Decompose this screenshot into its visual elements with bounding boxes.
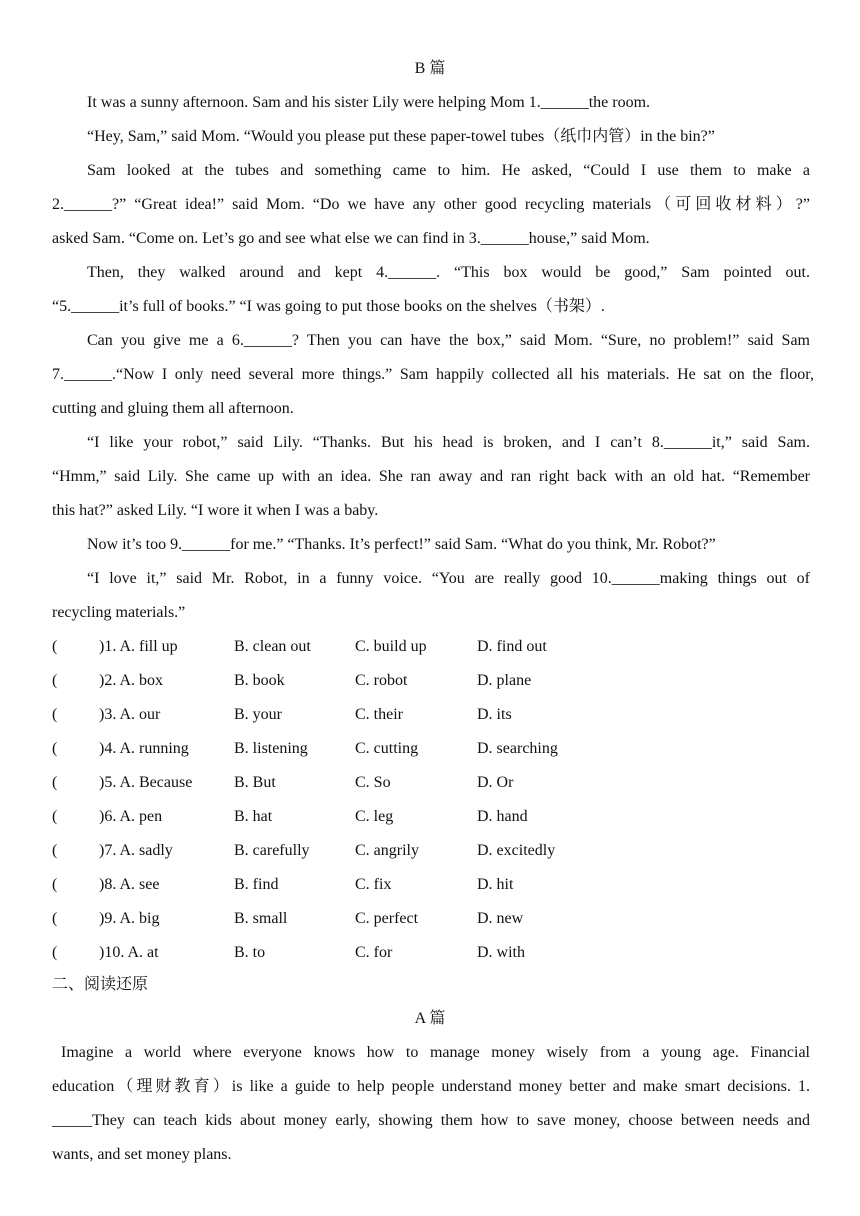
option-row-1 bbox=[52, 630, 810, 664]
paragraph-8-line-1: “I love it,” said Mr. Robot, in a funny voice. “You are really good 10.______making things out of bbox=[87, 570, 810, 587]
answer-blank-paren[interactable]: ( bbox=[52, 876, 58, 893]
option-a: )6. A. pen bbox=[99, 808, 163, 825]
option-row-2 bbox=[52, 664, 810, 698]
option-a: )9. A. big bbox=[99, 910, 160, 927]
option-a: )1. A. fill up bbox=[99, 638, 178, 655]
option-a: )5. A. Because bbox=[99, 774, 193, 791]
option-b: B. But bbox=[234, 774, 276, 791]
option-d: D. with bbox=[477, 944, 525, 961]
paragraph-1: It was a sunny afternoon. Sam and his sister Lily were helping Mom 1.______the room. bbox=[87, 94, 651, 111]
answer-blank-paren[interactable]: ( bbox=[52, 638, 58, 655]
option-c: C. leg bbox=[355, 808, 394, 825]
paragraph-3-line-1: Sam looked at the tubes and something came to him. He asked, “Could I use them to make a bbox=[87, 162, 810, 179]
answer-blank-paren[interactable]: ( bbox=[52, 944, 58, 961]
option-c: C. for bbox=[355, 944, 393, 961]
option-d: D. Or bbox=[477, 774, 514, 791]
option-b: B. to bbox=[234, 944, 266, 961]
answer-blank-paren[interactable]: ( bbox=[52, 842, 58, 859]
option-c: C. build up bbox=[355, 638, 427, 655]
option-b: B. hat bbox=[234, 808, 273, 825]
option-b: B. clean out bbox=[234, 638, 311, 655]
option-b: B. small bbox=[234, 910, 288, 927]
option-d: D. hand bbox=[477, 808, 528, 825]
option-row-10 bbox=[52, 936, 810, 970]
option-row-8 bbox=[52, 868, 810, 902]
option-d: D. find out bbox=[477, 638, 547, 655]
passage-a-line-3: _____They can teach kids about money early, showing them how to save money, choose between needs and bbox=[52, 1112, 810, 1129]
passage-a-line-4: wants, and set money plans. bbox=[52, 1146, 232, 1163]
paragraph-8-line-2: recycling materials.” bbox=[52, 604, 186, 621]
option-a: )3. A. our bbox=[99, 706, 161, 723]
answer-blank-paren[interactable]: ( bbox=[52, 672, 58, 689]
paragraph-4-line-2: “5.______it’s full of books.” “I was going to put those books on the shelves（书架）. bbox=[52, 298, 605, 315]
option-row-7 bbox=[52, 834, 810, 868]
passage-a-line-2: education（理财教育）is like a guide to help people understand money better and make smart decisions. 1. bbox=[52, 1078, 810, 1095]
paragraph-5-line-2: 7.______.“Now I only need several more things.” Sam happily collected all his materials. He sat on the floor, bbox=[52, 366, 814, 383]
paragraph-5-line-3: cutting and gluing them all afternoon. bbox=[52, 400, 294, 417]
option-d: D. hit bbox=[477, 876, 514, 893]
option-row-5 bbox=[52, 766, 810, 800]
option-d: D. excitedly bbox=[477, 842, 556, 859]
answer-blank-paren[interactable]: ( bbox=[52, 740, 58, 757]
option-c: C. So bbox=[355, 774, 391, 791]
option-d: D. searching bbox=[477, 740, 558, 757]
paragraph-5-line-1: Can you give me a 6.______? Then you can have the box,” said Mom. “Sure, no problem!” said Sam bbox=[87, 332, 810, 349]
option-c: C. angrily bbox=[355, 842, 419, 859]
section-heading: 二、阅读还原 bbox=[52, 976, 149, 993]
paragraph-6-line-2: “Hmm,” said Lily. She came up with an idea. She ran away and ran right back with an old hat. “Remember bbox=[52, 468, 810, 485]
paragraph-7: Now it’s too 9.______for me.” “Thanks. It’s perfect!” said Sam. “What do you think, Mr. Robot?” bbox=[87, 536, 716, 553]
option-b: B. find bbox=[234, 876, 279, 893]
option-a: )2. A. box bbox=[99, 672, 163, 689]
paragraph-6-line-1: “I like your robot,” said Lily. “Thanks. But his head is broken, and I can’t 8.______it,” said Sam. bbox=[87, 434, 810, 451]
answer-blank-paren[interactable]: ( bbox=[52, 774, 58, 791]
option-row-4 bbox=[52, 732, 810, 766]
passage-a-line-1: Imagine a world where everyone knows how to manage money wisely from a young age. Financial bbox=[61, 1044, 810, 1061]
option-row-6 bbox=[52, 800, 810, 834]
paragraph-3-line-2: 2.______?” “Great idea!” said Mom. “Do we have any other good recycling materials（可回收材料）?” bbox=[52, 196, 810, 213]
answer-blank-paren[interactable]: ( bbox=[52, 808, 58, 825]
option-row-3 bbox=[52, 698, 810, 732]
option-c: C. cutting bbox=[355, 740, 419, 757]
option-c: C. robot bbox=[355, 672, 408, 689]
option-a: )4. A. running bbox=[99, 740, 189, 757]
passage-a-title: A 篇 bbox=[414, 1010, 446, 1027]
option-row-9 bbox=[52, 902, 810, 936]
option-a: )7. A. sadly bbox=[99, 842, 173, 859]
option-d: D. its bbox=[477, 706, 512, 723]
paragraph-4-line-1: Then, they walked around and kept 4.______. “This box would be good,” Sam pointed out. bbox=[87, 264, 810, 281]
paragraph-6-line-3: this hat?” asked Lily. “I wore it when I was a baby. bbox=[52, 502, 379, 519]
answer-blank-paren[interactable]: ( bbox=[52, 910, 58, 927]
paragraph-3-line-3: asked Sam. “Come on. Let’s go and see what else we can find in 3.______house,” said Mom. bbox=[52, 230, 650, 247]
passage-b-title: B 篇 bbox=[414, 60, 446, 77]
option-c: C. fix bbox=[355, 876, 392, 893]
option-c: C. perfect bbox=[355, 910, 419, 927]
option-d: D. plane bbox=[477, 672, 532, 689]
paragraph-2: “Hey, Sam,” said Mom. “Would you please put these paper-towel tubes（纸巾内管）in the bin?” bbox=[87, 128, 715, 145]
option-d: D. new bbox=[477, 910, 524, 927]
option-b: B. book bbox=[234, 672, 285, 689]
option-b: B. your bbox=[234, 706, 282, 723]
option-a: )8. A. see bbox=[99, 876, 160, 893]
option-c: C. their bbox=[355, 706, 403, 723]
option-b: B. carefully bbox=[234, 842, 310, 859]
answer-blank-paren[interactable]: ( bbox=[52, 706, 58, 723]
option-b: B. listening bbox=[234, 740, 308, 757]
option-a: )10. A. at bbox=[99, 944, 159, 961]
